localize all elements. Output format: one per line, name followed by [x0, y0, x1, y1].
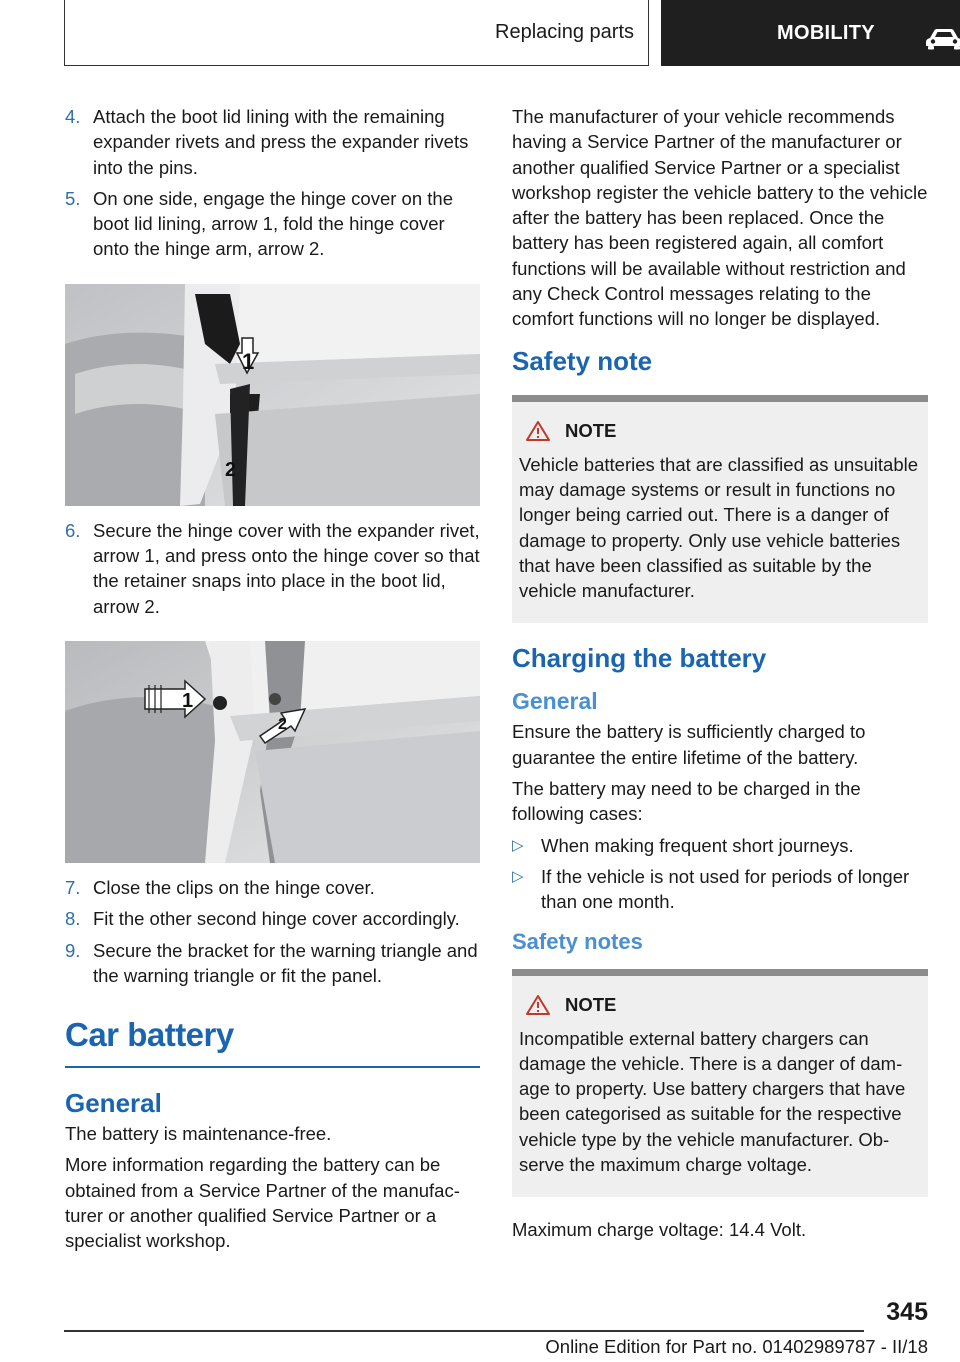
step-6	[65, 518, 480, 619]
list-item	[512, 864, 928, 915]
note-label: NOTE	[565, 419, 617, 441]
note-text: Vehicle batteries that are classified as unsuitable may damage systems or result in functions no longer being carried out. There is a danger of damage to property. Only use vehicle batteries that have been classified as suitable by the vehicle manufacturer.	[519, 453, 919, 602]
footer-divider	[64, 1330, 864, 1332]
step-text: Fit the other second hinge cover accordingly.	[93, 908, 460, 930]
chapter-tab	[661, 0, 960, 66]
bullet-marker: ▷	[512, 867, 524, 885]
note-label: NOTE	[565, 993, 617, 1015]
note-header	[519, 420, 920, 442]
step-text: On one side, engage the hinge cover on the boot lid lining, arrow 1, fold the hinge cover onto the hinge arm, arrow 2.	[93, 187, 453, 260]
general-paragraph-2: More information regarding the battery can be obtained from a Service Partner of the manufacturer or another qualified Service Partner or a specialist workshop.	[65, 1154, 460, 1252]
general-heading: General	[65, 1088, 162, 1119]
step-8	[65, 906, 480, 931]
note-box-1	[512, 395, 928, 624]
charging-paragraph-1: Ensure the battery is sufficiently charged to guarantee the entire lifetime of the battery.	[512, 721, 866, 768]
step-9	[65, 938, 480, 989]
car-icon	[924, 28, 960, 50]
chapter-title: MOBILITY	[777, 21, 875, 44]
bullet-text: If the vehicle is not used for periods of longer than one month.	[541, 865, 910, 913]
step-number: 7.	[65, 876, 81, 898]
right-column	[512, 104, 928, 1249]
charging-paragraph-2: The battery may need to be charged in the following cases:	[512, 778, 861, 825]
step-number: 9.	[65, 939, 81, 961]
page-header	[64, 0, 960, 66]
step-5	[65, 186, 480, 262]
figure-label-2: 2	[278, 715, 287, 733]
step-number: 6.	[65, 519, 81, 541]
registration-paragraph: The manufacturer of your vehicle recommends having a Service Partner of the manufacturer or another qualified Service Partner or a specialist workshop register the vehicle battery to the vehicle after the battery has been replaced. Once the battery has been registered again, all comfort functions will be available without restriction and any Check Control messages relating to the comfort functions will no longer be displayed.	[512, 106, 928, 330]
hinge-cover-figure-2	[65, 641, 480, 863]
section-title: Replacing parts	[64, 0, 649, 66]
charging-heading: Charging the battery	[512, 643, 767, 674]
general-subheading: General	[512, 688, 598, 715]
step-4	[65, 104, 480, 180]
general-paragraph-1: The battery is maintenance-free.	[65, 1123, 332, 1145]
note-header	[519, 994, 920, 1016]
step-number: 5.	[65, 187, 81, 209]
step-text: Attach the boot lid lining with the remaining expander rivets and press the expander rivets into the pins.	[93, 106, 469, 178]
step-number: 4.	[65, 106, 81, 127]
car-battery-heading: Car battery	[65, 1016, 480, 1068]
step-7	[65, 875, 480, 900]
note-box-2	[512, 969, 928, 1198]
step-text: Close the clips on the hinge cover.	[93, 876, 375, 898]
safety-note-heading: Safety note	[512, 345, 653, 376]
figure-label-1: 1	[182, 689, 194, 712]
note-text: Incompatible external battery chargers can damage the vehicle. There is a danger of damage to property. Use battery chargers that have been categorised as suitable for the respective vehicle type by the vehicle manufacturer. Observe the maximum charge voltage.	[519, 1027, 906, 1176]
step-text: Secure the hinge cover with the expander rivet, arrow 1, and press onto the hinge cover so that the retainer snaps into place in the boot lid, arrow 2.	[93, 519, 480, 617]
page-number: 345	[886, 1298, 928, 1326]
figure-label-2: 2	[225, 458, 237, 481]
bullet-text: When making frequent short journeys.	[541, 834, 854, 856]
hinge-cover-figure-1	[65, 284, 480, 506]
step-number: 8.	[65, 908, 81, 930]
max-voltage-text: Maximum charge voltage: 14.4 Volt.	[512, 1219, 807, 1241]
warning-triangle-icon	[525, 420, 551, 442]
bullet-marker: ▷	[512, 836, 524, 854]
step-text: Secure the bracket for the warning triangle and the warning triangle or fit the panel.	[93, 939, 478, 986]
safety-notes-heading: Safety notes	[512, 928, 643, 954]
left-column	[65, 104, 480, 1260]
figure-label-1: 1	[242, 348, 255, 374]
list-item	[512, 833, 928, 858]
edition-info: Online Edition for Part no. 01402989787 - II/18	[545, 1336, 928, 1357]
warning-triangle-icon	[525, 994, 551, 1016]
